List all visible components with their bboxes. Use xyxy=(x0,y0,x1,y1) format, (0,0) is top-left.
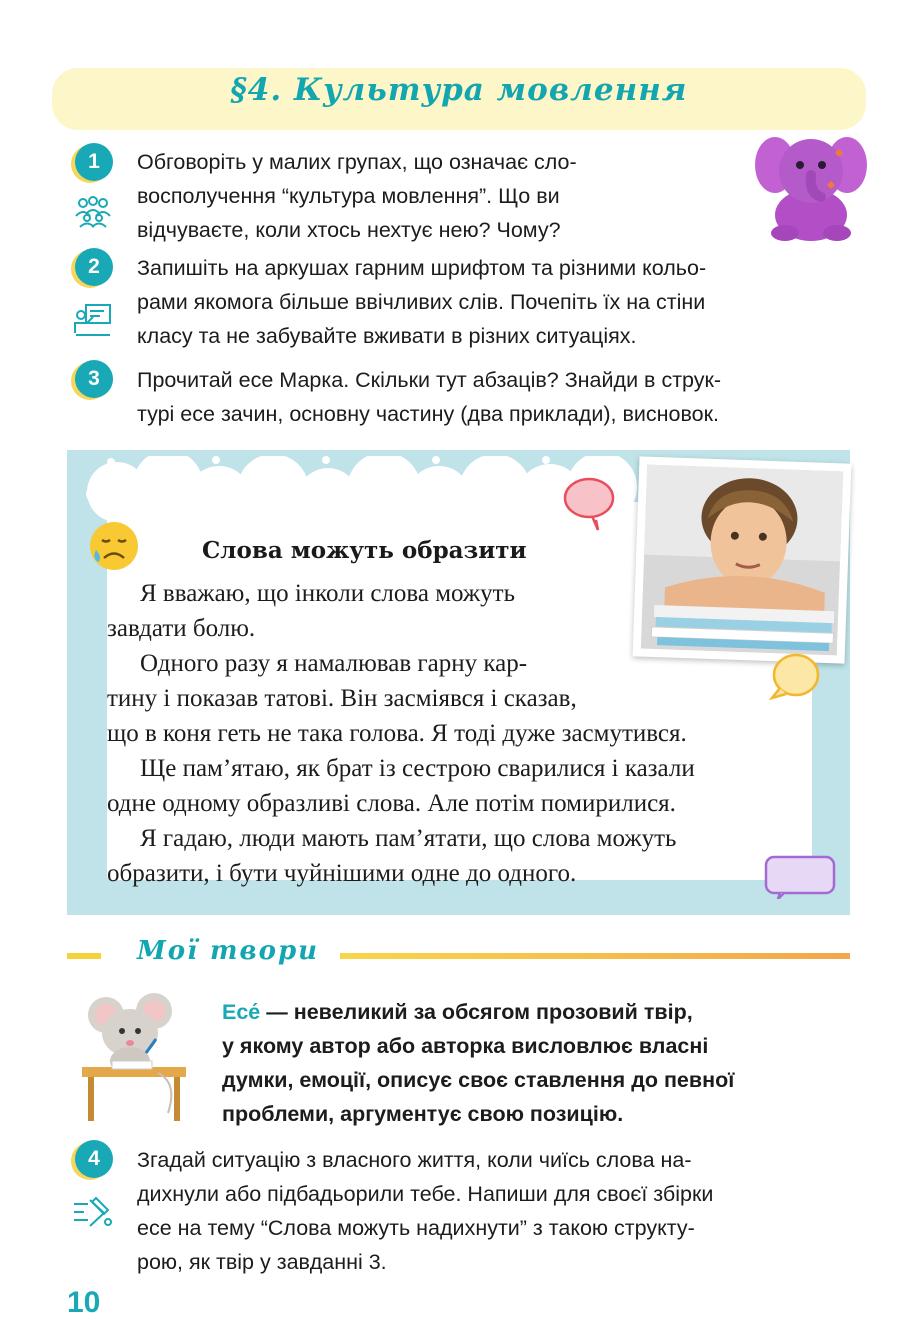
task-number-1: 1 xyxy=(75,143,113,181)
sad-face-icon xyxy=(88,520,140,572)
section-title: Мої твори xyxy=(137,936,320,966)
essay-line: одне одному образливі слова. Але потім помирилися. xyxy=(107,790,676,817)
task-number-4: 4 xyxy=(75,1140,113,1178)
mouse-writing-illustration xyxy=(78,993,190,1123)
page-title: §4. Культура мовлення xyxy=(230,72,688,108)
section-rule-left xyxy=(67,953,101,959)
essay-line: Я вважаю, що інколи слова можуть xyxy=(140,580,516,607)
essay-line: образити, і бути чуйнішими одне до одного. xyxy=(107,860,577,887)
section-rule-right xyxy=(340,953,850,959)
essay-line: Ще пам’ятаю, як брат із сестрою сварилися і казали xyxy=(140,755,695,782)
essay-title: Слова можуть образити xyxy=(202,537,527,564)
task-2-text: Запишіть на аркушах гарним шрифтом та різними кольо- рами якомога більше ввічливих слів. Почепіть їх на стіни класу та не забувайте вживати в різних ситуаціях. xyxy=(137,256,707,348)
speech-bubble-icon xyxy=(562,476,616,532)
essay-line: завдати болю. xyxy=(107,615,256,642)
boy-photo xyxy=(633,456,852,663)
definition-term: Есе́ xyxy=(222,1000,261,1024)
essay-line: Одного разу я намалював гарну кар- xyxy=(140,650,528,677)
task-1-text: Обговоріть у малих групах, що означає сло- восполучення “культура мовлення”. Що ви відчуваєте, коли хтось нехтує нею? Чому? xyxy=(137,150,577,242)
essay-definition: Есе́ — невеликий за обсягом прозовий твір, у якому автор або авторка висловлює власні думки, емоції, описує своє ставлення до певної проблеми, аргументує свою позицію. xyxy=(222,1000,735,1126)
essay-line: Я гадаю, люди мають пам’ятати, що слова можуть xyxy=(140,825,677,852)
board-icon xyxy=(74,303,112,337)
task-4-text: Згадай ситуацію з власного життя, коли чиїсь слова на- дихнули або підбадьорили тебе. Напиши для своєї збірки есе на тему “Слова можуть надихнути” з такою структу- рою, як твір у завданні 3. xyxy=(137,1148,714,1274)
writing-icon xyxy=(72,1196,112,1230)
essay-line: що в коня геть не така голова. Я тоді дуже засмутився. xyxy=(107,720,687,747)
page-number: 10 xyxy=(67,1286,101,1319)
elephant-illustration xyxy=(755,125,867,243)
speech-bubble-icon xyxy=(768,652,820,702)
group-icon xyxy=(73,196,113,228)
essay-line: тину і показав татові. Він засміявся і сказав, xyxy=(107,685,577,712)
task-3-text: Прочитай есе Марка. Скільки тут абзаців? Знайди в струк- турі есе зачин, основну частину (два приклади), висновок. xyxy=(137,368,722,426)
speech-bubble-icon xyxy=(764,855,838,899)
task-number-3: 3 xyxy=(75,360,113,398)
task-number-2: 2 xyxy=(75,248,113,286)
